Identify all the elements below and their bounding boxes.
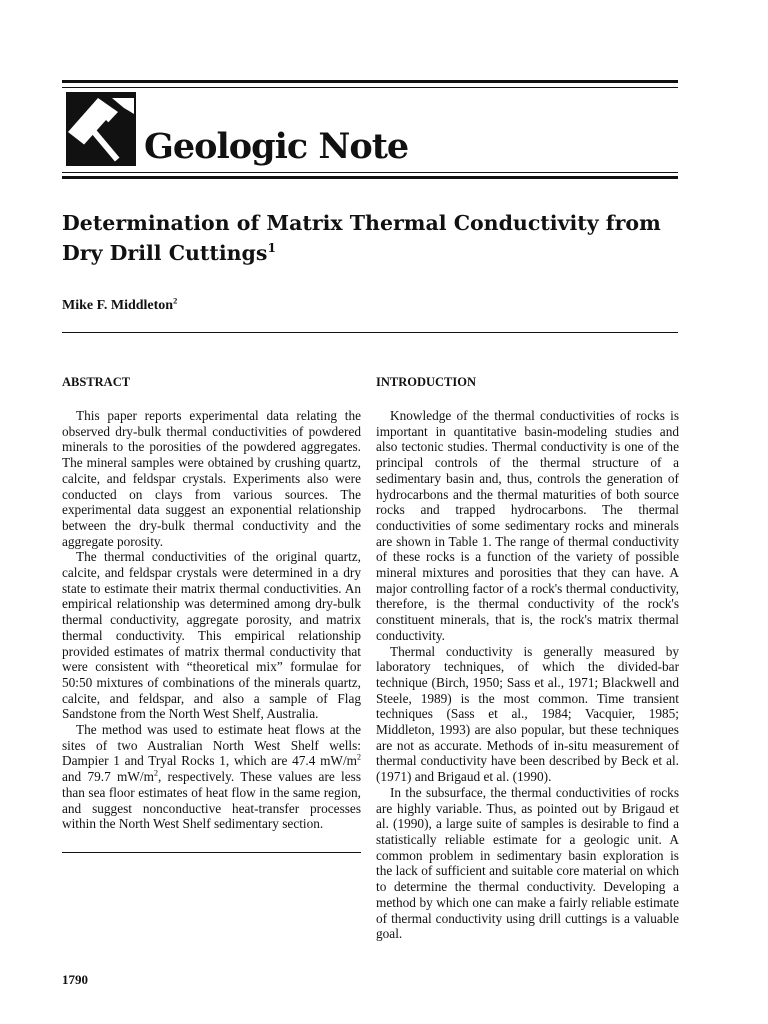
abstract-paragraph: This paper reports experimental data relating the observed dry-bulk thermal conductivities of powdered minerals to the porosities of the powdered aggregates. The mineral samples were obtained by crushing quartz, calcite, and feldspar crystals. Experiments also were conducted on clays from various sources. The experimental data suggest an exponential relationship between the dry-bulk thermal conductivity and the aggregate porosity. <box>62 408 361 549</box>
top-rule-thick <box>62 80 678 83</box>
abstract-paragraph: The thermal conductivities of the original quartz, calcite, and feldspar crystals were determined in a dry state to estimate their matrix thermal conductivities. An empirical relationship was determined among dry-bulk thermal conductivity, aggregate porosity, and matrix thermal conductivity. This empirical relationship provided estimates of matrix thermal conductivity that were consistent with “theoretical mix” formulae for 50:50 mixtures of combinations of the minerals quartz, calcite, and feldspar, and also a sample of Flag Sandstone from the North West Shelf, Australia. <box>62 549 361 722</box>
journal-banner <box>66 92 408 166</box>
introduction-paragraph: Thermal conductivity is generally measured by laboratory techniques, of which the divided-bar technique (Birch, 1950; Sass et al., 1971; Blackwell and Steele, 1989) is the most common. Time transient techniques (Sass et al., 1984; Vacquier, 1985; Middleton, 1993) are also popular, but these techniques are not as accurate. Methods of in-situ measurement of thermal conductivity have been described by Beck et al. (1971) and Brigaud et al. (1990). <box>376 643 679 785</box>
author-footnote-mark: 2 <box>173 296 178 306</box>
banner-rule-thick <box>62 176 678 179</box>
author-text: Mike F. Middleton <box>62 298 174 313</box>
banner-title: Geologic Note <box>144 126 409 167</box>
author-rule <box>62 332 678 333</box>
introduction-column <box>376 374 679 942</box>
abstract-text: , respectively. These values are less than sea floor estimates of heat flow in the same region, and suggest nonconductive heat-transfer processes within the North West Shelf sedimentary section. <box>62 769 361 832</box>
introduction-heading: INTRODUCTION <box>376 375 477 389</box>
abstract-column <box>62 374 361 832</box>
article-title <box>62 208 702 268</box>
page-number: 1790 <box>62 972 88 987</box>
abstract-text: The method was used to estimate heat flows at the sites of two Australian North West Shelf wells: Dampier 1 and Tryal Rocks 1, which are 47.4 mW/m <box>62 722 361 769</box>
rock-hammer-logo-icon <box>66 92 136 166</box>
title-line-2: Dry Drill Cuttings <box>62 241 268 265</box>
banner-rule-thin <box>62 172 678 173</box>
abstract-end-rule <box>62 852 361 853</box>
author-name <box>62 298 177 314</box>
introduction-paragraph: Knowledge of the thermal conductivities of rocks is important in quantitative basin-modeling studies and also tectonic studies. Thermal conductivity is one of the principal controls of the thermal structure of a sedimentary basin and, thus, controls the generation of hydrocarbons and the thermal maturities of both source rocks and trapped hydrocarbons. The thermal conductivities of some sedimentary rocks and minerals are shown in Table 1. The range of thermal conductivity of these rocks is a function of the variety of possible mineral mixtures and porosities that they can have. A major controlling factor of a rock's thermal conductivity, therefore, is the thermal conductivity of the rock's constituent minerals, that is, the rock's matrix thermal conductivity. <box>376 408 679 643</box>
title-footnote-mark: 1 <box>267 240 276 256</box>
introduction-paragraph: In the subsurface, the thermal conductivities of rocks are highly variable. Thus, as pointed out by Brigaud et al. (1990), a large suite of samples is desirable to find a statistically reliable estimate for a geologic unit. A common problem in sedimentary basin exploration is the lack of sufficient and suitable core material on which to determine the thermal conductivity. Developing a method by which one can make a fairly reliable estimate of thermal conductivity using drill cuttings is a valuable goal. <box>376 784 679 942</box>
superscript: 2 <box>357 753 361 763</box>
superscript: 2 <box>153 768 158 778</box>
abstract-paragraph <box>62 722 361 832</box>
title-line-1: Determination of Matrix Thermal Conductivity from <box>62 211 661 235</box>
abstract-text: and 79.7 mW/m <box>62 769 154 785</box>
top-rule-thin <box>62 87 678 88</box>
abstract-heading: ABSTRACT <box>62 375 131 389</box>
